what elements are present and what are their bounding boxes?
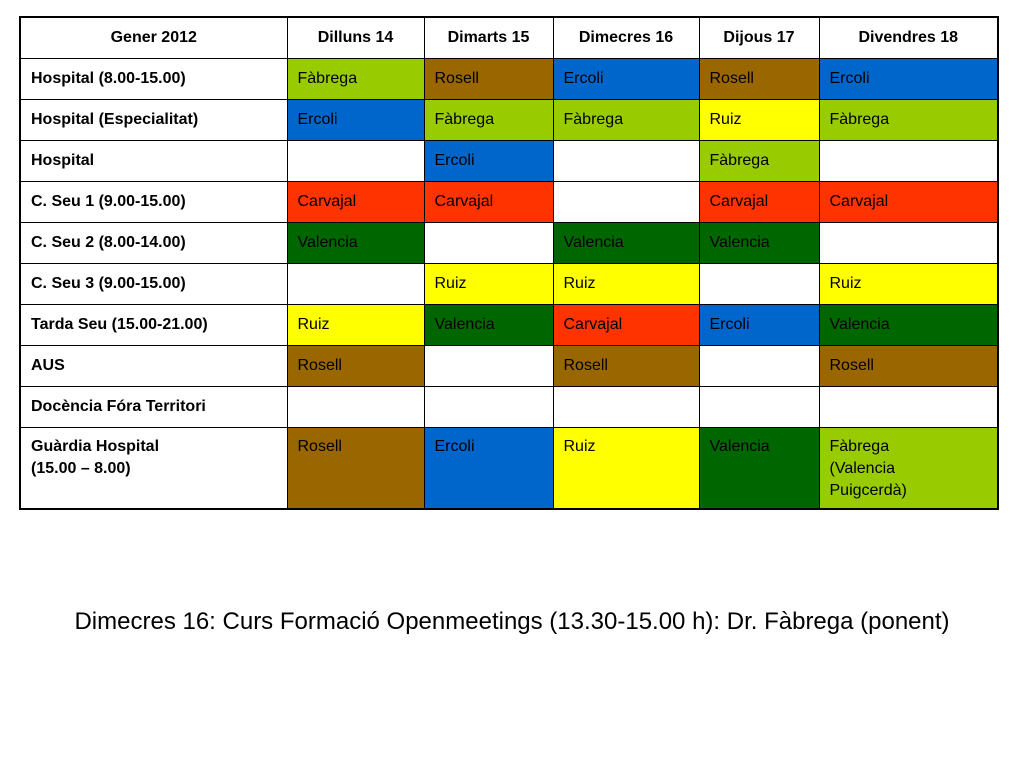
row-label: C. Seu 1 (9.00-15.00) — [20, 182, 287, 223]
header-tuesday: Dimarts 15 — [424, 17, 553, 59]
row-label: C. Seu 3 (9.00-15.00) — [20, 264, 287, 305]
table-cell — [699, 264, 819, 305]
schedule-table — [19, 16, 999, 510]
table-cell: Ruiz — [287, 305, 424, 346]
row-label: Docència Fóra Territori — [20, 387, 287, 428]
table-cell — [424, 223, 553, 264]
table-cell — [287, 264, 424, 305]
table-row — [20, 59, 998, 100]
table-cell — [819, 223, 998, 264]
table-cell: Fàbrega — [819, 100, 998, 141]
row-label: Hospital (Especialitat) — [20, 100, 287, 141]
table-row — [20, 428, 998, 510]
row-label: AUS — [20, 346, 287, 387]
table-cell: Rosell — [287, 346, 424, 387]
table-cell: Rosell — [553, 346, 699, 387]
row-label — [20, 428, 287, 510]
table-cell: Fàbrega — [287, 59, 424, 100]
table-row — [20, 264, 998, 305]
cell-extra-text: (Valencia Puigcerdà) — [829, 460, 907, 499]
table-cell: Carvajal — [424, 182, 553, 223]
table-cell — [819, 141, 998, 182]
row-label-line1: Guàrdia Hospital — [31, 438, 160, 455]
table-cell: Ruiz — [424, 264, 553, 305]
header-wednesday: Dimecres 16 — [553, 17, 699, 59]
table-row — [20, 346, 998, 387]
table-cell: Ercoli — [699, 305, 819, 346]
row-label: Tarda Seu (15.00-21.00) — [20, 305, 287, 346]
footnote: Dimecres 16: Curs Formació Openmeetings (13.30-15.00 h): Dr. Fàbrega (ponent) — [74, 608, 950, 635]
table-cell: Ercoli — [424, 428, 553, 510]
table-cell: Ruiz — [819, 264, 998, 305]
table-cell — [819, 387, 998, 428]
table-cell: Carvajal — [819, 182, 998, 223]
table-cell: Ercoli — [424, 141, 553, 182]
table-cell: Ercoli — [553, 59, 699, 100]
table-cell: Rosell — [424, 59, 553, 100]
row-label: Hospital — [20, 141, 287, 182]
table-cell — [699, 387, 819, 428]
table-cell: Rosell — [699, 59, 819, 100]
table-cell: Rosell — [287, 428, 424, 510]
table-cell: Ercoli — [819, 59, 998, 100]
table-row — [20, 182, 998, 223]
header-monday: Dilluns 14 — [287, 17, 424, 59]
cell-text: Fàbrega — [829, 438, 890, 455]
table-cell: Carvajal — [553, 305, 699, 346]
header-thursday: Dijous 17 — [699, 17, 819, 59]
row-label: Hospital (8.00-15.00) — [20, 59, 287, 100]
header-row — [20, 17, 998, 59]
table-cell: Ercoli — [287, 100, 424, 141]
table-cell: Ruiz — [553, 264, 699, 305]
table-cell: Ruiz — [553, 428, 699, 510]
table-cell: Carvajal — [699, 182, 819, 223]
header-friday: Divendres 18 — [819, 17, 998, 59]
table-cell — [287, 141, 424, 182]
table-cell — [424, 346, 553, 387]
table-cell: Fàbrega — [553, 100, 699, 141]
table-cell — [553, 182, 699, 223]
table-cell: Fàbrega — [424, 100, 553, 141]
table-row — [20, 141, 998, 182]
table-cell: Rosell — [819, 346, 998, 387]
table-row — [20, 305, 998, 346]
table-row — [20, 387, 998, 428]
table-cell: Valencia — [553, 223, 699, 264]
table-cell — [424, 387, 553, 428]
table-cell — [819, 428, 998, 510]
header-month: Gener 2012 — [20, 17, 287, 59]
table-row — [20, 223, 998, 264]
table-cell: Valencia — [287, 223, 424, 264]
table-cell: Carvajal — [287, 182, 424, 223]
table-cell — [553, 141, 699, 182]
table-row — [20, 100, 998, 141]
row-label-line2: (15.00 – 8.00) — [31, 460, 131, 477]
table-cell — [699, 346, 819, 387]
table-cell: Valencia — [699, 428, 819, 510]
table-cell — [553, 387, 699, 428]
table-cell: Valencia — [424, 305, 553, 346]
table-cell — [287, 387, 424, 428]
table-cell: Ruiz — [699, 100, 819, 141]
row-label: C. Seu 2 (8.00-14.00) — [20, 223, 287, 264]
table-cell: Valencia — [819, 305, 998, 346]
table-cell: Valencia — [699, 223, 819, 264]
table-cell: Fàbrega — [699, 141, 819, 182]
